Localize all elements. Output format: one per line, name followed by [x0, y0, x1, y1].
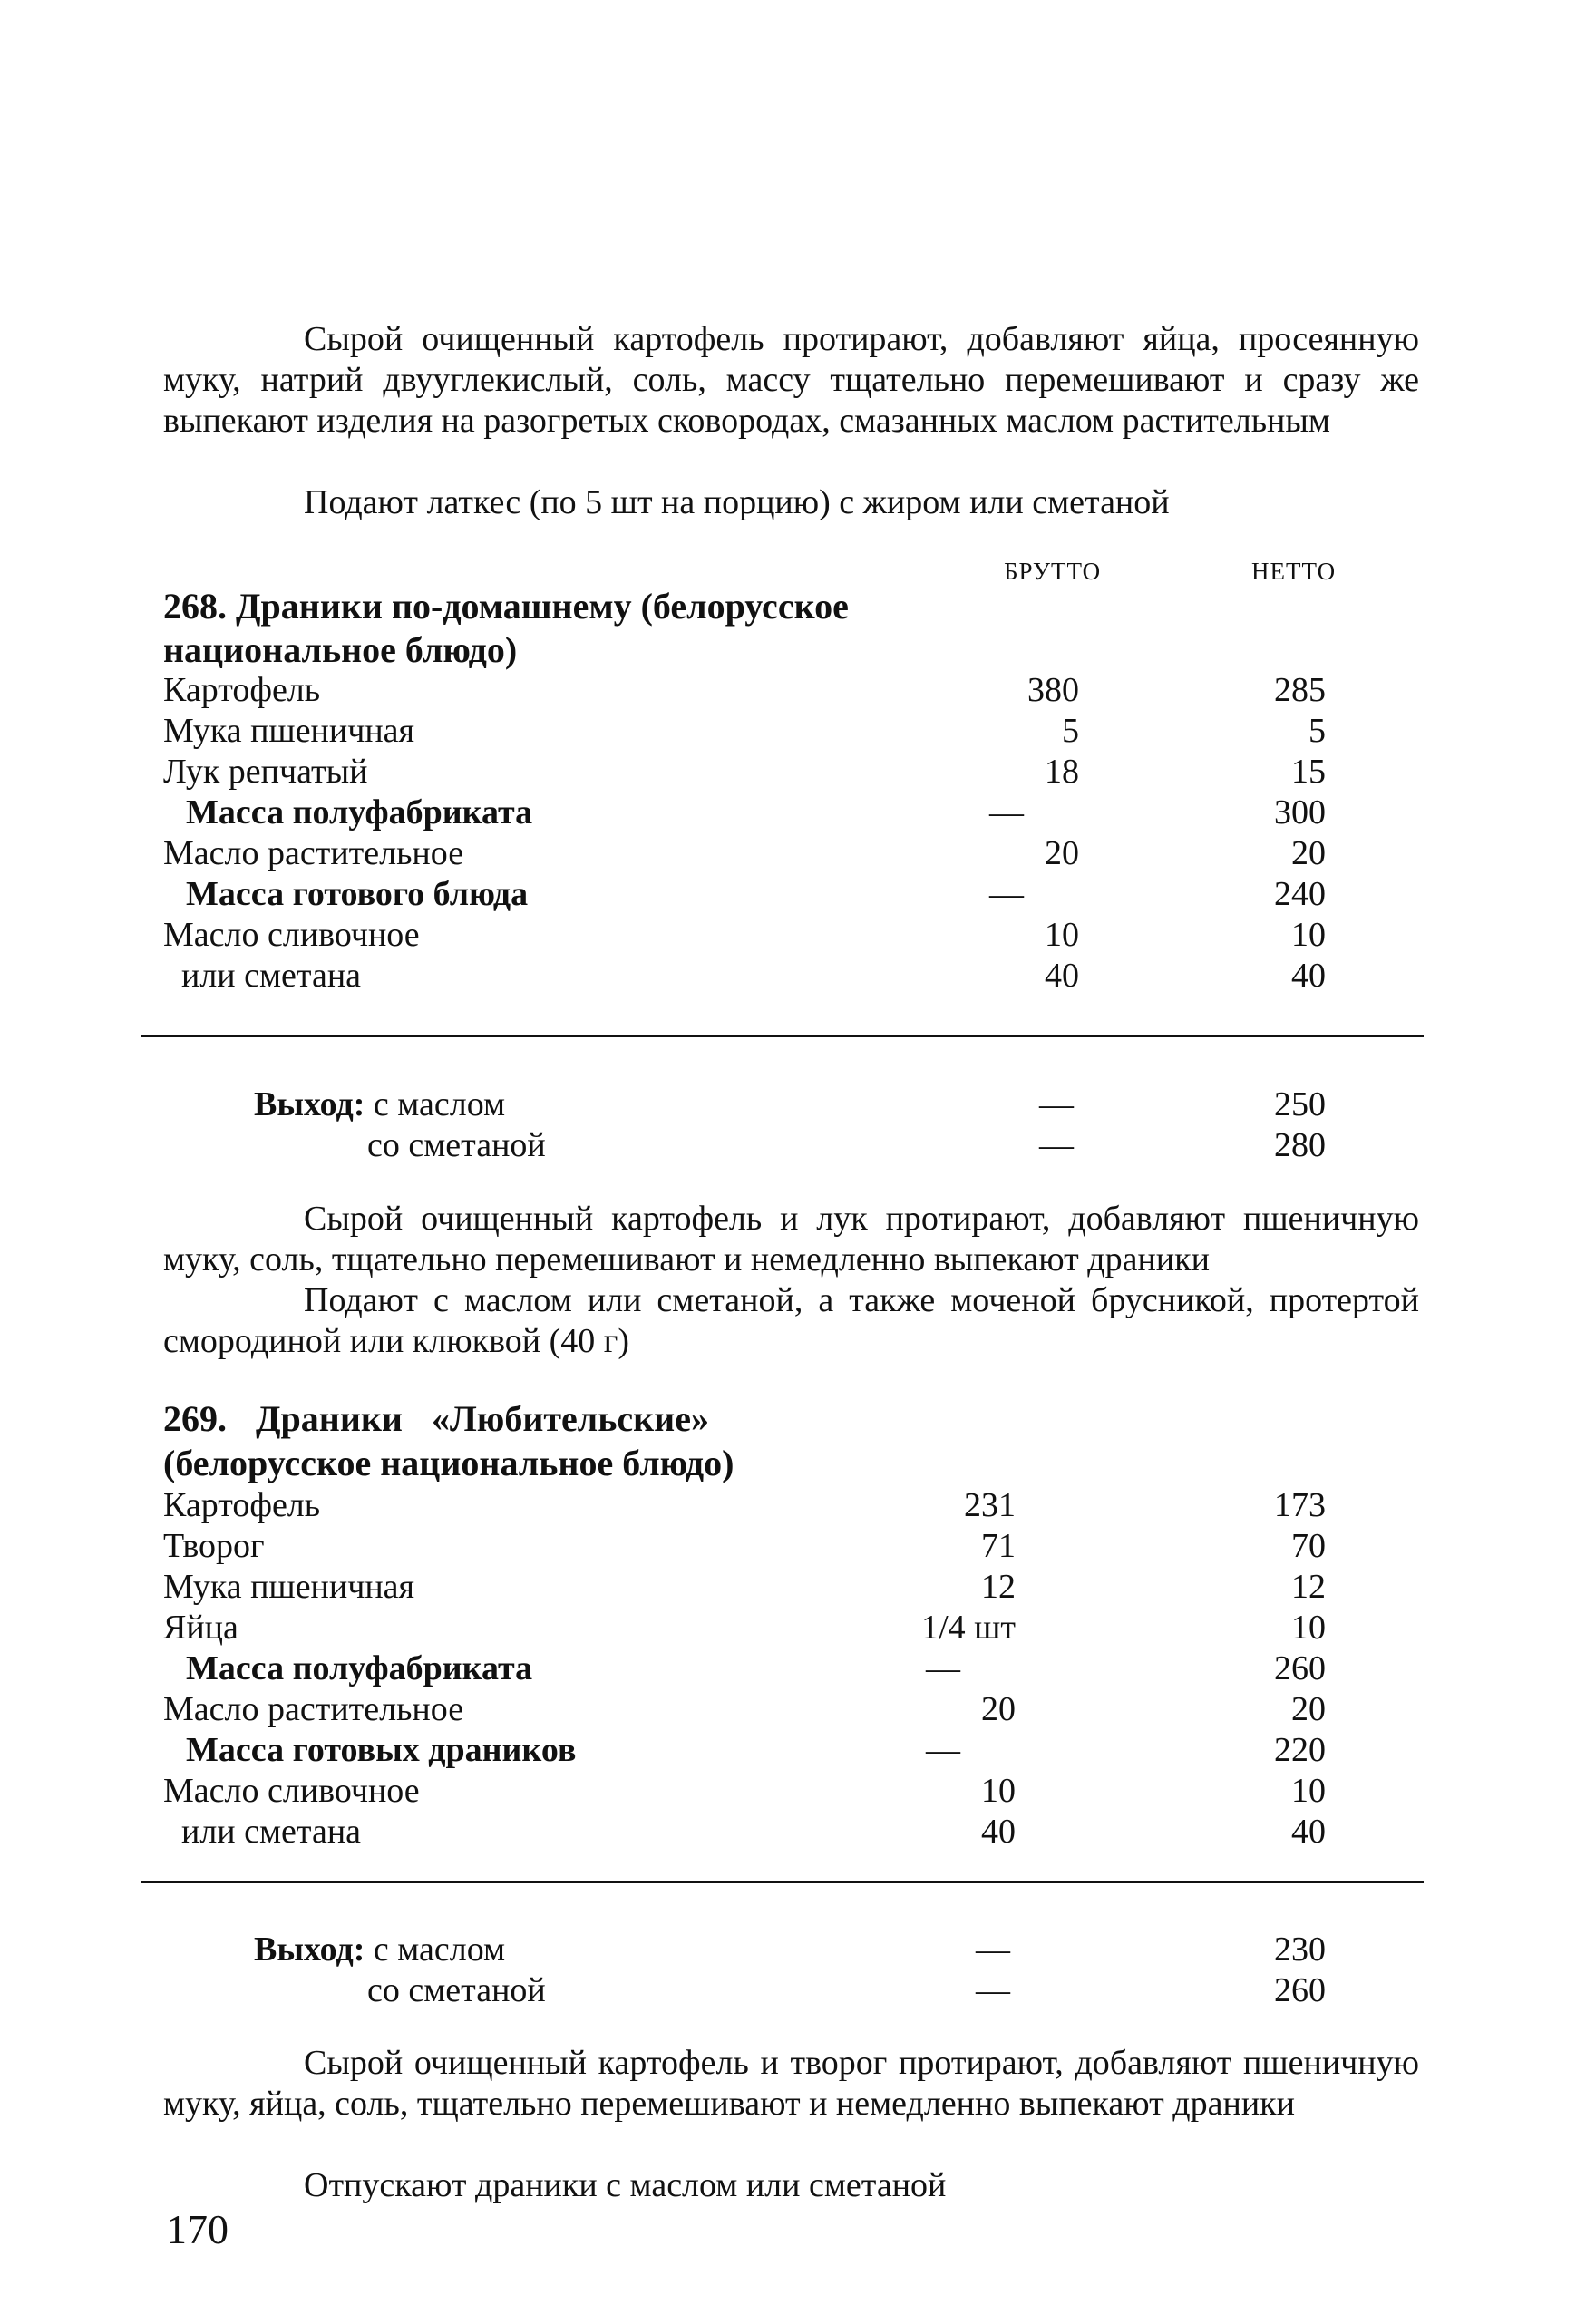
brutto-value: 71: [981, 1527, 1016, 1565]
ingredient-row: [0, 833, 1576, 874]
ingredient-row: [0, 1608, 1576, 1648]
ingredient-name: Масло растительное: [163, 834, 464, 872]
netto-value: 230: [1274, 1930, 1326, 1969]
output-heading: Выход:: [254, 1085, 365, 1123]
brutto-value: 10: [1045, 916, 1079, 954]
netto-value: 70: [1291, 1527, 1326, 1565]
ingredient-name: Творог: [163, 1527, 265, 1565]
ingredient-row: [0, 1648, 1576, 1689]
recipe-269-description-2: Отпускают драники с маслом или сметаной: [304, 2166, 947, 2204]
ingredient-row: [0, 874, 1576, 915]
netto-value: 40: [1291, 1813, 1326, 1851]
ingredient-row: [0, 792, 1576, 833]
netto-value: 260: [1274, 1649, 1326, 1687]
intro-paragraph-2: Подают латкес (по 5 шт на порцию) с жиром или сметаной: [304, 483, 1170, 521]
intro-paragraph-1: Сырой очищенный картофель протирают, добавляют яйца, просеянную муку, натрий двууглекислый, соль, массу тщательно перемешивают и сразу же выпекают изделия на разогретых сковородах, смазанных маслом растительным: [163, 320, 1419, 440]
brutto-value: —: [976, 1930, 1010, 1969]
ingredient-name: Картофель: [163, 671, 321, 709]
ingredient-row: [0, 752, 1576, 792]
output-row: [0, 1930, 1576, 1970]
output-label: [254, 1084, 505, 1125]
recipe-269-title-line1: 269. Драники «Любительские»: [163, 1398, 709, 1439]
output-label: [367, 1125, 546, 1166]
ingredient-name: Масса готового блюда: [186, 875, 529, 913]
brutto-value: —: [989, 793, 1024, 831]
column-header-netto: НЕТТО: [1251, 558, 1337, 585]
output-label: [254, 1930, 505, 1970]
ingredient-row: [0, 1567, 1576, 1608]
recipe-268-description-2: Подают с маслом или сметаной, а также моченой брусникой, протертой смородиной или клюквой (40 г): [163, 1281, 1419, 1360]
brutto-value: —: [926, 1649, 960, 1687]
brutto-value: 10: [981, 1772, 1016, 1810]
brutto-value: 1/4 шт: [921, 1609, 1016, 1647]
brutto-value: 40: [981, 1813, 1016, 1851]
netto-value: 12: [1291, 1568, 1326, 1606]
output-name: с маслом: [373, 1930, 506, 1969]
ingredient-name: Яйца: [163, 1609, 238, 1647]
netto-value: 260: [1274, 1971, 1326, 2009]
netto-value: 15: [1291, 753, 1326, 791]
ingredient-row: [0, 915, 1576, 956]
ingredient-name: Масса готовых драников: [186, 1731, 577, 1769]
brutto-value: 20: [1045, 834, 1079, 872]
brutto-value: —: [1039, 1126, 1074, 1164]
brutto-value: 20: [981, 1690, 1016, 1728]
netto-value: 5: [1308, 712, 1326, 750]
divider-rule: [141, 1881, 1424, 1883]
netto-value: 250: [1274, 1085, 1326, 1123]
ingredient-row: [0, 670, 1576, 711]
ingredient-name: или сметана: [181, 1813, 362, 1851]
output-name: со сметаной: [367, 1126, 546, 1164]
brutto-value: 12: [981, 1568, 1016, 1606]
output-heading: Выход:: [254, 1930, 365, 1969]
output-name: с маслом: [373, 1085, 506, 1123]
ingredient-row: [0, 956, 1576, 997]
ingredient-name: Масло сливочное: [163, 916, 420, 954]
ingredient-name: Картофель: [163, 1486, 321, 1524]
netto-value: 20: [1291, 1690, 1326, 1728]
netto-value: 10: [1291, 916, 1326, 954]
ingredient-name: Масса полуфабриката: [186, 1649, 533, 1687]
brutto-value: 231: [964, 1486, 1016, 1524]
netto-value: 280: [1274, 1126, 1326, 1164]
brutto-value: 380: [1027, 671, 1079, 709]
output-row: [0, 1125, 1576, 1166]
recipe-268-title-line1: 268. Драники по-домашнему (белорусское: [163, 586, 849, 627]
ingredient-row: [0, 1526, 1576, 1567]
ingredient-row: [0, 1485, 1576, 1526]
netto-value: 10: [1291, 1772, 1326, 1810]
output-label: [367, 1970, 546, 2011]
ingredient-name: Масло растительное: [163, 1690, 464, 1728]
netto-value: 20: [1291, 834, 1326, 872]
ingredient-name: или сметана: [181, 957, 362, 995]
ingredient-row: [0, 1812, 1576, 1852]
column-header-brutto: БРУТТО: [1004, 558, 1102, 585]
divider-rule: [141, 1035, 1424, 1037]
ingredient-name: Лук репчатый: [163, 753, 368, 791]
brutto-value: 40: [1045, 957, 1079, 995]
output-name: со сметаной: [367, 1971, 546, 2009]
ingredient-name: Мука пшеничная: [163, 1568, 415, 1606]
brutto-value: 5: [1062, 712, 1079, 750]
recipe-269-description-1: Сырой очищенный картофель и творог протирают, добавляют пшеничную муку, яйца, соль, тщательно перемешивают и немедленно выпекают драники: [163, 2044, 1419, 2123]
output-row: [0, 1970, 1576, 2011]
recipe-268-description-1: Сырой очищенный картофель и лук протирают, добавляют пшеничную муку, соль, тщательно перемешивают и немедленно выпекают драники: [163, 1200, 1419, 1279]
netto-value: 220: [1274, 1731, 1326, 1769]
brutto-value: 18: [1045, 753, 1079, 791]
ingredient-row: [0, 1730, 1576, 1771]
ingredient-name: Масса полуфабриката: [186, 793, 533, 831]
ingredient-row: [0, 1771, 1576, 1812]
netto-value: 285: [1274, 671, 1326, 709]
recipe-268-title-line2: национальное блюдо): [163, 629, 518, 670]
netto-value: 10: [1291, 1609, 1326, 1647]
output-row: [0, 1084, 1576, 1125]
netto-value: 173: [1274, 1486, 1326, 1524]
ingredient-name: Мука пшеничная: [163, 712, 415, 750]
brutto-value: —: [1039, 1085, 1074, 1123]
brutto-value: —: [926, 1731, 960, 1769]
page-number: 170: [166, 2206, 229, 2252]
ingredient-row: [0, 711, 1576, 752]
recipe-269-title-line2: (белорусское национальное блюдо): [163, 1443, 734, 1483]
ingredient-name: Масло сливочное: [163, 1772, 420, 1810]
brutto-value: —: [989, 875, 1024, 913]
ingredient-row: [0, 1689, 1576, 1730]
brutto-value: —: [976, 1971, 1010, 2009]
netto-value: 40: [1291, 957, 1326, 995]
netto-value: 300: [1274, 793, 1326, 831]
netto-value: 240: [1274, 875, 1326, 913]
